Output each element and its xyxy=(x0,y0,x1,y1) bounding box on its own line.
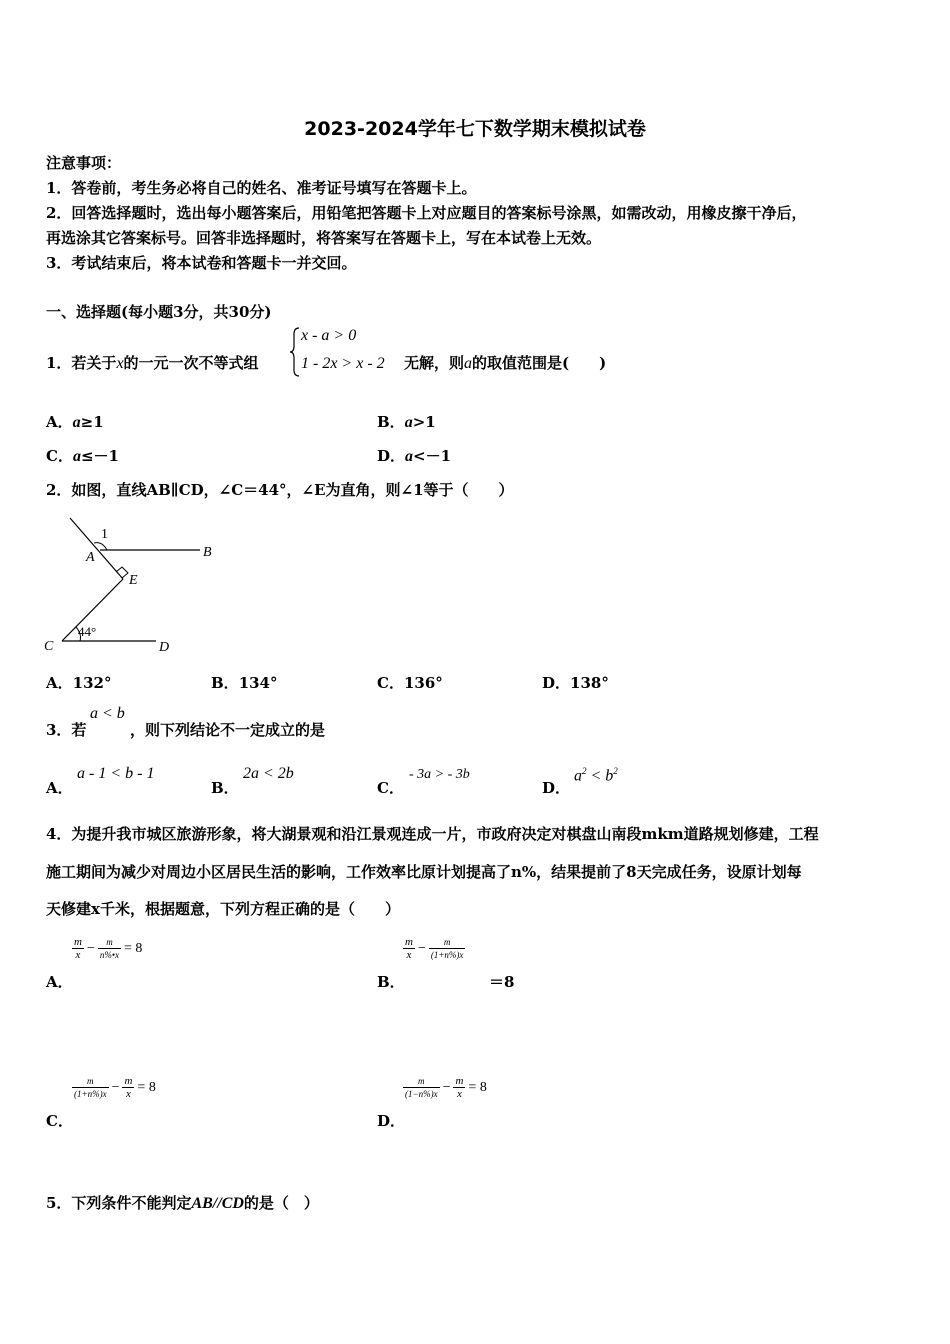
option-d-letter[interactable]: D． xyxy=(542,779,571,797)
inequality-line-1: x - a > 0 xyxy=(301,327,357,344)
option-c-expr: - 3a > - 3b xyxy=(409,767,470,782)
option-d[interactable]: D．a<－1 xyxy=(377,447,452,465)
section-heading: 一、选择题(每小题3分，共30分) xyxy=(46,303,272,321)
option-a[interactable]: A．132° xyxy=(46,674,112,692)
option-d-letter[interactable]: D． xyxy=(377,1112,406,1130)
label-1: 1 xyxy=(101,527,108,542)
question-1: 1．若关于x的一元一次不等式组 xyxy=(46,354,259,372)
notice-item: 2．回答选择题时，选出每小题答案后，用铅笔把答题卡上对应题目的答案标号涂黑，如需改动，用橡皮擦干净后， xyxy=(46,204,807,222)
label-c: C xyxy=(44,639,54,654)
question-3-tail: ，则下列结论不一定成立的是 xyxy=(130,721,326,739)
option-b-equation: $\frac{m}{x}$ − $\frac{m}{(1+n\%)x}$ xyxy=(405,936,464,961)
label-a: A xyxy=(86,550,95,565)
notice-item: 3．考试结束后，将本试卷和答题卡一并交回。 xyxy=(46,254,357,272)
label-d: D xyxy=(159,640,170,655)
angle-1-arc xyxy=(94,543,107,550)
option-b-letter[interactable]: B． xyxy=(211,779,239,797)
label-b: B xyxy=(203,545,212,560)
geometry-figure xyxy=(40,510,230,660)
notice-item: 再选涂其它答案标号。回答非选择题时，将答案写在答题卡上，写在本试卷上无效。 xyxy=(46,229,602,247)
condition-expr: a < b xyxy=(90,705,125,722)
question-1-tail: 无解，则a的取值范围是( ) xyxy=(404,354,607,372)
option-b[interactable]: B．a>1 xyxy=(377,413,436,431)
notice-heading: 注意事项： xyxy=(46,154,122,172)
transversal-line xyxy=(70,518,123,579)
option-c-letter[interactable]: C． xyxy=(46,1112,73,1130)
question-2: 2．如图，直线AB∥CD，∠C＝44°，∠E为直角，则∠1等于（ ） xyxy=(46,481,514,499)
question-4-line: 天修建x千米，根据题意，下列方程正确的是（ ） xyxy=(46,900,400,918)
option-a-letter[interactable]: A． xyxy=(46,779,73,797)
option-b-rhs: ＝8 xyxy=(489,973,515,991)
option-c[interactable]: C．136° xyxy=(377,674,443,692)
label-e: E xyxy=(129,573,138,588)
option-c-letter[interactable]: C． xyxy=(377,779,404,797)
question-3: 3．若 xyxy=(46,721,87,739)
option-a-letter[interactable]: A． xyxy=(46,973,73,991)
question-4-line: 施工期间为减少对周边小区居民生活的影响，工作效率比原计划提高了n%，结果提前了8天完成任务，设原计划每 xyxy=(46,863,802,881)
option-b-expr: 2a < 2b xyxy=(243,765,294,782)
option-a-expr: a - 1 < b - 1 xyxy=(77,765,155,782)
page-title: 2023-2024学年七下数学期末模拟试卷 xyxy=(304,118,646,140)
option-b-letter[interactable]: B． xyxy=(377,973,405,991)
option-c-equation: $\frac{m}{(1+n\%)x}$ − $\frac{m}{x}$ = 8 xyxy=(74,1075,156,1100)
inequality-line-2: 1 - 2x > x - 2 xyxy=(301,355,385,372)
option-a[interactable]: A．a≥1 xyxy=(46,413,104,431)
option-a-equation: $\frac{m}{x}$ − $\frac{m}{n\%•x}$ = 8 xyxy=(74,936,143,961)
label-44: 44° xyxy=(78,624,97,639)
option-d-expr: $a^2 < b^2$ xyxy=(574,766,618,785)
option-d-equation: $\frac{m}{(1-n\%)x}$ − $\frac{m}{x}$ = 8 xyxy=(405,1075,487,1100)
option-c[interactable]: C．a≤－1 xyxy=(46,447,119,465)
brace-icon xyxy=(288,326,302,378)
notice-item: 1．答卷前，考生务必将自己的姓名、准考证号填写在答题卡上。 xyxy=(46,179,477,197)
question-5: 5．下列条件不能判定AB//CD的是（ ） xyxy=(46,1194,319,1212)
option-b[interactable]: B．134° xyxy=(211,674,278,692)
question-4-line: 4．为提升我市城区旅游形象，将大湖景观和沿江景观连成一片，市政府决定对棋盘山南段mkm道路规划修建，工程 xyxy=(46,825,819,843)
option-d[interactable]: D．138° xyxy=(542,674,609,692)
